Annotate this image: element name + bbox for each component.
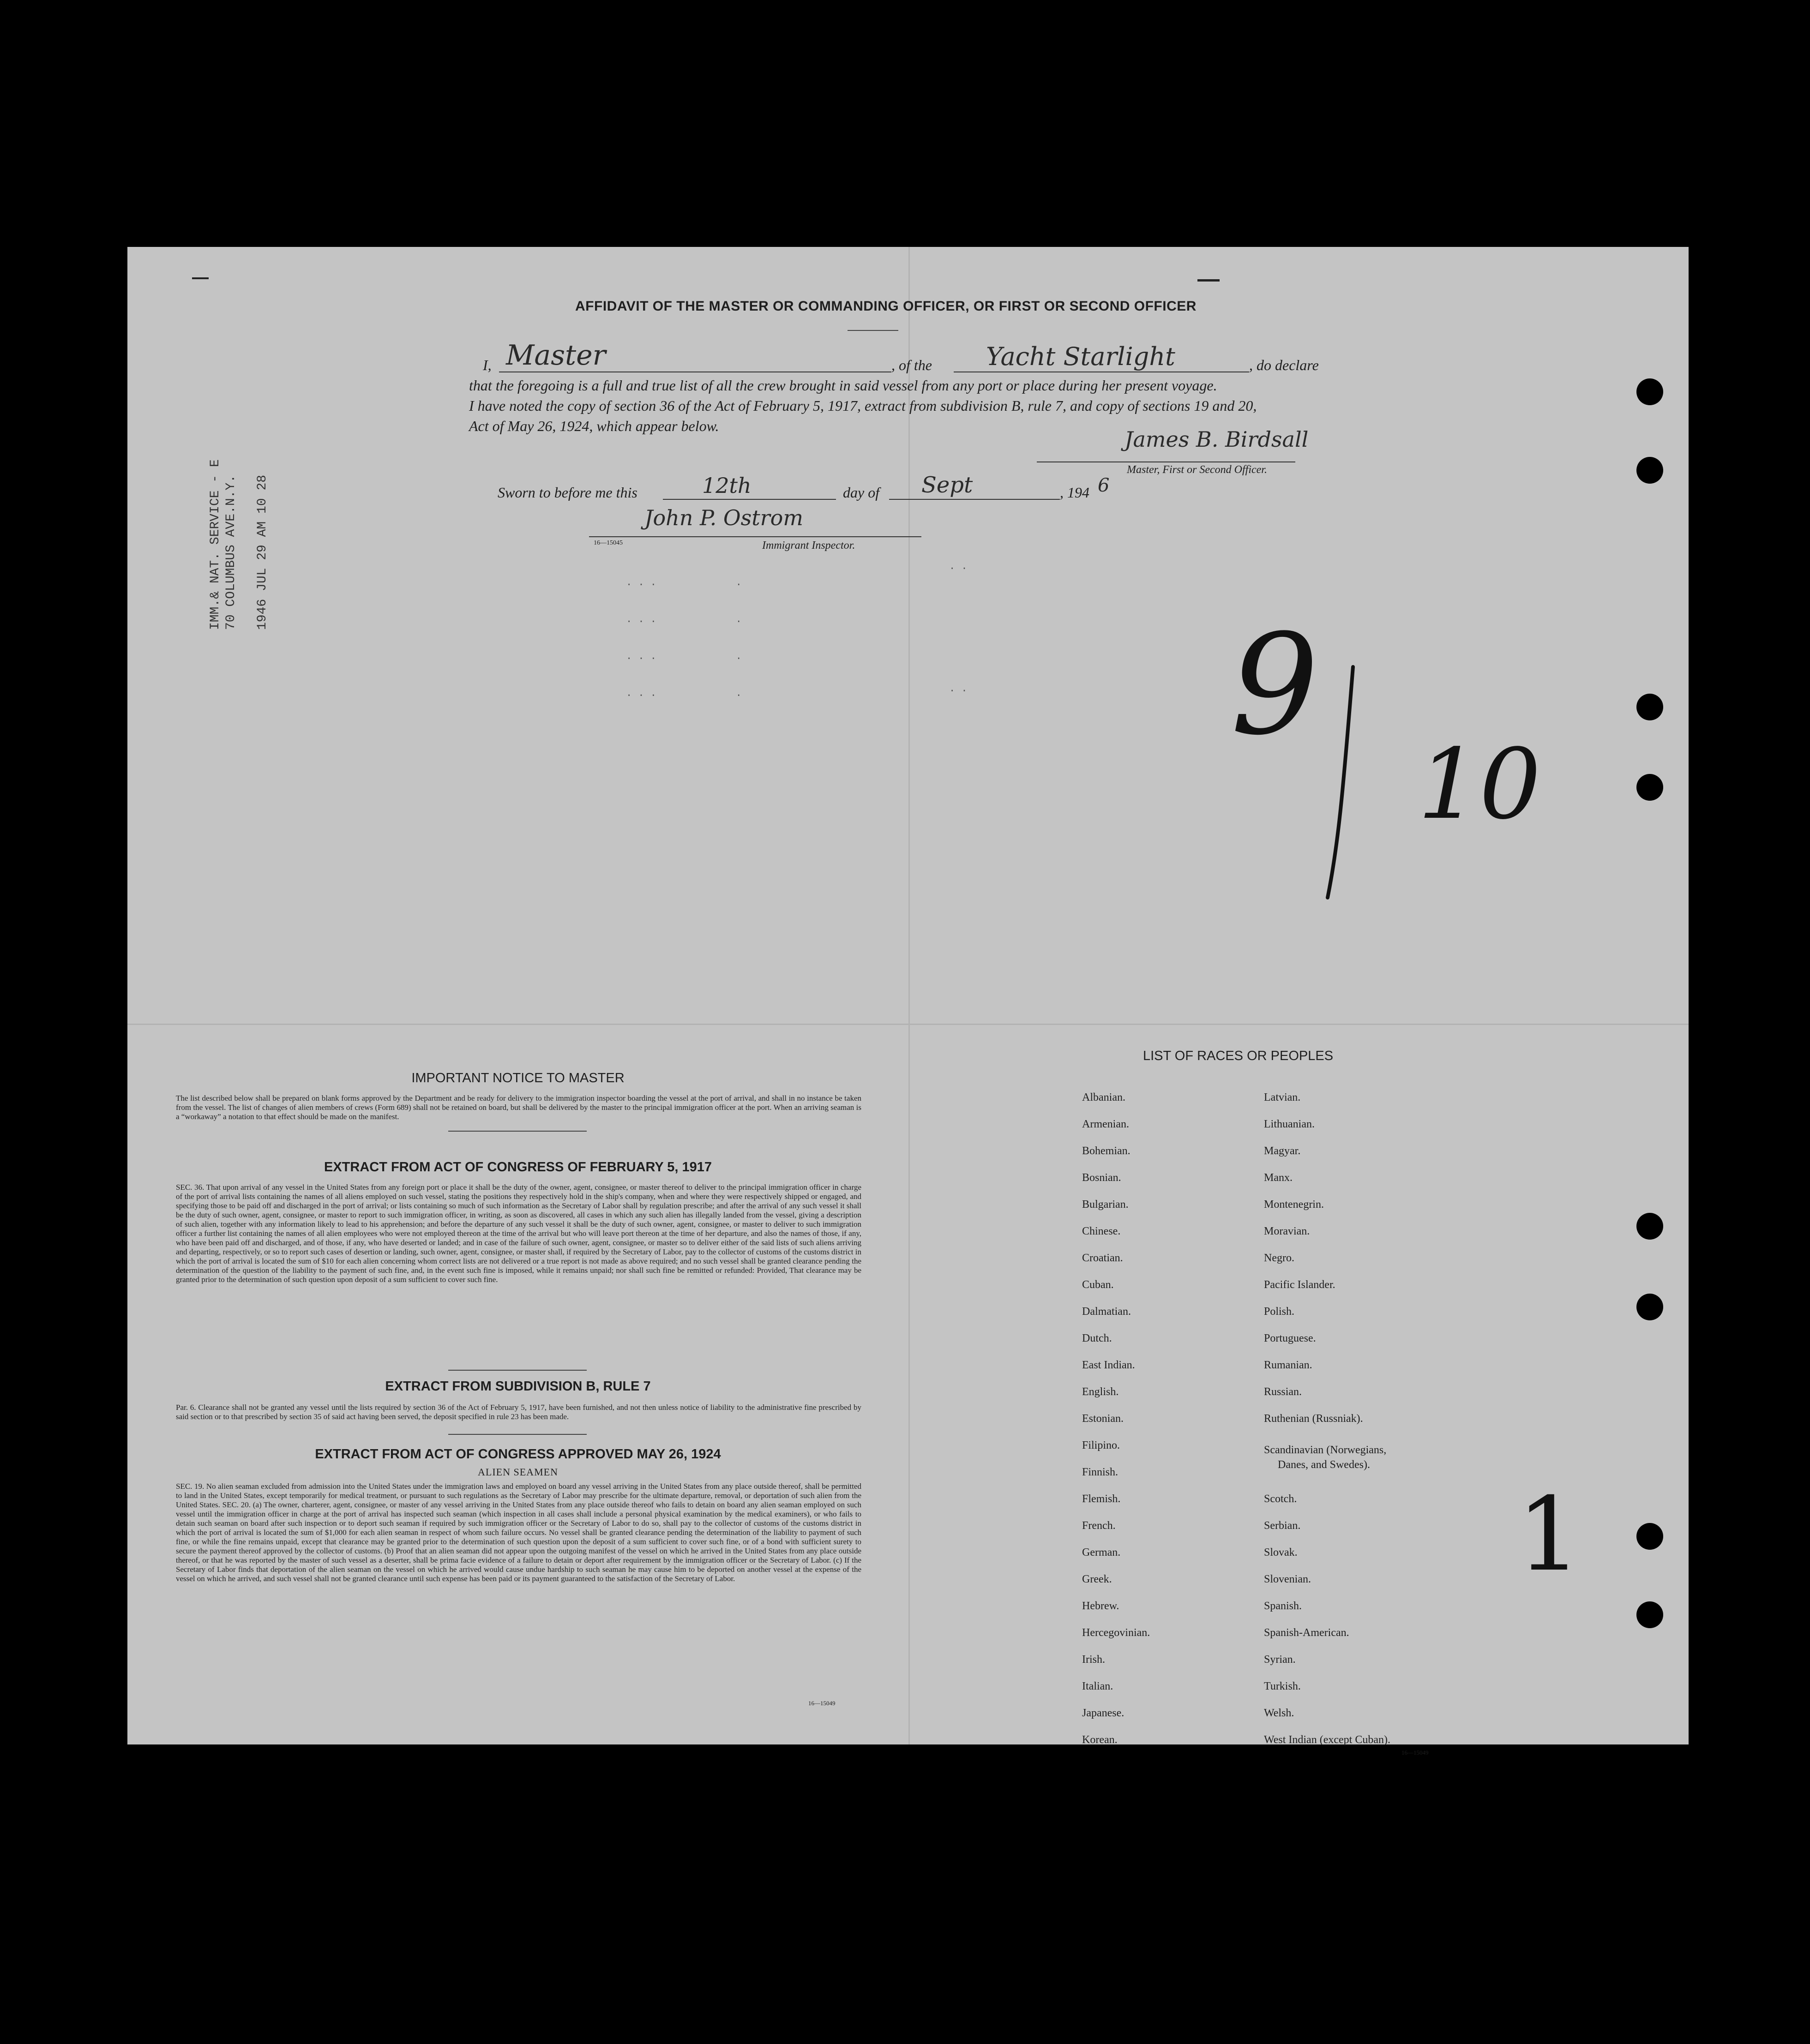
inspector-caption: Immigrant Inspector. xyxy=(762,539,855,551)
race-item: Dalmatian. xyxy=(1082,1306,1131,1318)
race-item: Italian. xyxy=(1082,1680,1113,1692)
extract-b7-title: EXTRACT FROM SUBDIVISION B, RULE 7 xyxy=(385,1379,651,1394)
leader-dots: . . . . xyxy=(626,651,742,662)
race-item: Russian. xyxy=(1264,1386,1302,1398)
punch-hole xyxy=(1636,1523,1663,1550)
horizontal-fold xyxy=(127,1024,1689,1025)
divider-rule xyxy=(448,1434,587,1435)
race-item: Finnish. xyxy=(1082,1466,1118,1478)
punch-hole xyxy=(1636,694,1663,720)
race-item: Hercegovinian. xyxy=(1082,1627,1150,1639)
race-item: Rumanian. xyxy=(1264,1359,1312,1371)
affidavit-form-number: 16—15045 xyxy=(594,539,623,546)
page-mark-handwritten: 1 xyxy=(1517,1475,1581,1594)
race-item: Slovak. xyxy=(1264,1546,1298,1558)
race-item: Serbian. xyxy=(1264,1520,1301,1532)
race-item: Syrian. xyxy=(1264,1654,1296,1666)
extract-1917-body: SEC. 36. That upon arrival of any vessel in the United States from any foreign port or place it shall be the duty of the owner, agent, consignee, or master thereof to deliver to the principal immigration officer in charge of the port of arrival lists containing the names of all aliens employed on such vessel, stating the positions they respectively hold in the ship's company, when and where they were respectively shipped or engaged, and specifying those to be paid off and discharged in the port of arrival; or lists containing so much of such information as the Secretary of Labor shall by regulation prescribe; and after the arrival of any such vessel it shall be the duty of such owner, agent, consignee, or master to report to such immigration officer, in writing, as soon as discovered, all cases in which any such alien has illegally landed from the vessel, giving a description of such alien, together with any information likely to lead to his apprehension; and before the departure of any such vessel it shall be the duty of such owner, agent, consignee, or master to deliver to such immigration officer a further list containing the names of all alien employees who were not employed thereon at the time of the arrival but who will leave port thereon at the time of her departure, and also the names of those, if any, who have been paid off and discharged, and of those, if any, who have deserted or landed; and in case of the failure of such owner, agent, consignee, or master so to deliver either of the said lists of such aliens arriving and departing, respectively, or so to report such cases of desertion or landing, such owner, agent, consignee, or master shall, if required by the Secretary of Labor, pay to the collector of customs of the customs district in which the port of arrival is located the sum of $10 for each alien concerning whom correct lists are not delivered or a true report is not made as above required; and no such vessel shall be granted clearance pending the determination of the question of the liability to the payment of such fine, and, in the event such fine is imposed, while it remains unpaid; nor shall such fine be remitted or refunded: Provided, That clearance may be granted prior to the determination of such question upon deposit of a sum sufficient to cover such fine. xyxy=(176,1183,861,1284)
punch-hole xyxy=(1636,1601,1663,1628)
race-item: Japanese. xyxy=(1082,1707,1124,1719)
month-handwritten: Sept xyxy=(921,472,973,498)
race-item: Montenegrin. xyxy=(1264,1199,1324,1211)
affidavit-line-4: Act of May 26, 1924, which appear below. xyxy=(469,418,719,434)
race-item: Greek. xyxy=(1082,1573,1112,1585)
race-item: Negro. xyxy=(1264,1252,1294,1264)
race-item: Spanish. xyxy=(1264,1600,1302,1612)
divider-rule xyxy=(448,1131,587,1132)
race-item: Spanish-American. xyxy=(1264,1627,1349,1639)
year-printed: , 194 xyxy=(1060,484,1089,501)
fraction-numerator-handwritten: 9 xyxy=(1231,605,1319,766)
punch-hole xyxy=(1636,1213,1663,1240)
race-item: East Indian. xyxy=(1082,1359,1135,1371)
race-item: Bosnian. xyxy=(1082,1172,1121,1184)
fraction-slash xyxy=(1309,662,1365,902)
race-item: English. xyxy=(1082,1386,1119,1398)
day-line xyxy=(663,499,836,500)
affidavit-line-2: that the foregoing is a full and true list of all the crew brought in said vessel from any port or place during her present voyage. xyxy=(469,377,1217,394)
race-item: Latvian. xyxy=(1264,1091,1301,1103)
race-item: Moravian. xyxy=(1264,1225,1310,1237)
receipt-stamp xyxy=(208,459,271,630)
stamp-line-3: 1946 JUL 29 AM 10 28 xyxy=(255,474,270,630)
race-item: Pacific Islander. xyxy=(1264,1279,1335,1291)
month-line xyxy=(889,499,1060,500)
extract-1924-subtitle: ALIEN SEAMEN xyxy=(478,1466,558,1478)
race-item: Armenian. xyxy=(1082,1118,1129,1130)
day-handwritten: 12th xyxy=(702,473,752,498)
divider-rule xyxy=(448,1370,587,1371)
punch-hole xyxy=(1636,457,1663,484)
stamp-line-2: 70 COLUMBUS AVE.N.Y. xyxy=(224,474,238,630)
punch-hole xyxy=(1636,378,1663,405)
master-name-handwritten: Master xyxy=(506,339,606,372)
race-item: Magyar. xyxy=(1264,1145,1301,1157)
stamp-line-1: IMM.& NAT. SERVICE - E xyxy=(208,459,222,630)
title-rule xyxy=(848,330,898,331)
vertical-fold xyxy=(908,247,910,1744)
race-item: Estonian. xyxy=(1082,1413,1124,1425)
races-title: LIST OF RACES OR PEOPLES xyxy=(1143,1049,1334,1063)
notice-body: The list described below shall be prepared on blank forms approved by the Department and be ready for delivery to the immigration inspector boarding the vessel at the port of arrival, and shall in no instance be taken from the vessel. The list of changes of alien members of crews (Form 689) shall not be retained on board, but shall be delivered by the master to the principal immigration officer at the port. When an arriving seaman is a “workaway” a notation to that effect should be made on the manifest. xyxy=(176,1094,861,1121)
race-item: Albanian. xyxy=(1082,1091,1125,1103)
sworn-label: Sworn to before me this xyxy=(498,484,637,501)
race-item: Scandinavian (Norwegians, xyxy=(1264,1444,1387,1456)
race-item: Manx. xyxy=(1264,1172,1293,1184)
day-of-label: day of xyxy=(843,484,880,501)
races-form-number: 16—15049 xyxy=(1401,1749,1429,1756)
extract-1924-form-number: 16—15049 xyxy=(808,1700,836,1707)
punch-hole xyxy=(1636,1294,1663,1320)
signature-caption: Master, First or Second Officer. xyxy=(1127,464,1267,476)
corner-mark-right xyxy=(1197,279,1220,282)
extract-1924-body: SEC. 19. No alien seaman excluded from admission into the United States under the immigration laws and employed on board any vessel arriving in the United States from any place outside thereof, shall be permitted to land in the United States, except temporarily for medical treatment, or pursuant to such regulations as the Secretary of Labor may prescribe for the ultimate departure, removal, or deportation of such alien from the United States. SEC. 20. (a) The owner, charterer, agent, consignee, or master of any vessel arriving in the United States from any place outside thereof who fails to detain on board any alien seaman employed on such vessel until the immigration officer in charge at the port of arrival has inspected such seaman (which inspection in all cases shall include a personal physical examination by the medical examiners), or who fails to detain such seaman on board after such inspection or to deport such seaman if required by such immigration officer or the Secretary of Labor to do so, shall pay to the collector of customs of the customs district in which the port of arrival is located the sum of $1,000 for each alien seaman in respect of whom such failure occurs. No vessel shall be granted clearance pending the determination of the liability to payment of such fine, or while the fine remains unpaid, except that clearance may be granted prior to the determination of such question upon the deposit of a sum sufficient to cover such fine, or of a bond with sufficient surety to secure the payment thereof approved by the collector of customs. (b) Proof that an alien seaman did not appear upon the outgoing manifest of the vessel on which he arrived in the United States from any place outside thereof, or that he was reported by the master of such vessel as a deserter, shall be prima facie evidence of a failure to detain or deport after requirement by the immigration officer or the Secretary of Labor. (c) If the Secretary of Labor finds that deportation of the alien seaman on the vessel on which he arrived would cause undue hardship to such seaman he may cause him to be deported on another vessel at the expense of the vessel on which he arrived, and such vessel shall not be granted clearance until such expense has been paid or its payment guaranteed to the satisfaction of the Secretary of Labor. xyxy=(176,1482,861,1583)
leader-dots: . . . . xyxy=(626,577,742,588)
race-item: Welsh. xyxy=(1264,1707,1294,1719)
master-signature: James B. Birdsall xyxy=(1124,427,1309,452)
race-item: Irish. xyxy=(1082,1654,1105,1666)
race-item: Turkish. xyxy=(1264,1680,1301,1692)
extract-b7-body: Par. 6. Clearance shall not be granted any vessel until the lists required by section 36 of the Act of February 5, 1917, have been furnished, and not then unless notice of liability to the administrative fine prescribed by said section or to that prescribed by section 35 of said act having been served, the deposit specified in rule 23 has been made. xyxy=(176,1403,861,1421)
race-item: French. xyxy=(1082,1520,1116,1532)
race-item: Dutch. xyxy=(1082,1332,1112,1344)
corner-mark-left xyxy=(192,277,209,279)
race-item: Korean. xyxy=(1082,1734,1118,1746)
race-item: Polish. xyxy=(1264,1306,1295,1318)
race-item: Slovenian. xyxy=(1264,1573,1311,1585)
extract-1917-title: EXTRACT FROM ACT OF CONGRESS OF FEBRUARY 5, 1917 xyxy=(324,1160,712,1175)
race-item: Chinese. xyxy=(1082,1225,1121,1237)
notice-title: IMPORTANT NOTICE TO MASTER xyxy=(411,1071,625,1085)
year-handwritten: 6 xyxy=(1098,475,1110,496)
punch-hole xyxy=(1636,774,1663,801)
race-item: Ruthenian (Russniak). xyxy=(1264,1413,1363,1425)
race-item: Cuban. xyxy=(1082,1279,1114,1291)
race-item: Scotch. xyxy=(1264,1493,1297,1505)
race-item: West Indian (except Cuban). xyxy=(1264,1734,1390,1746)
document-sheet xyxy=(127,247,1689,1756)
inspector-line xyxy=(589,536,921,537)
race-item: Portuguese. xyxy=(1264,1332,1316,1344)
leader-dots: . . xyxy=(949,683,968,695)
affidavit-title: AFFIDAVIT OF THE MASTER OR COMMANDING OFFICER, OR FIRST OR SECOND OFFICER xyxy=(575,299,1197,314)
inspector-signature: John P. Ostrom xyxy=(644,505,803,530)
race-item: Lithuanian. xyxy=(1264,1118,1315,1130)
race-item: Croatian. xyxy=(1082,1252,1123,1264)
affidavit-i-label: I, xyxy=(483,357,492,373)
do-declare-label: , do declare xyxy=(1249,357,1319,373)
leader-dots: . . . . xyxy=(626,614,742,625)
race-item: Bohemian. xyxy=(1082,1145,1130,1157)
race-item: Flemish. xyxy=(1082,1493,1121,1505)
leader-dots: . . xyxy=(949,561,968,572)
of-the-label: , of the xyxy=(891,357,932,373)
extract-1924-title: EXTRACT FROM ACT OF CONGRESS APPROVED MAY 26, 1924 xyxy=(315,1447,721,1462)
race-item: Danes, and Swedes). xyxy=(1278,1459,1370,1471)
race-item: Hebrew. xyxy=(1082,1600,1119,1612)
race-item: Bulgarian. xyxy=(1082,1199,1129,1211)
race-item: Filipino. xyxy=(1082,1439,1120,1451)
race-item: German. xyxy=(1082,1546,1121,1558)
affidavit-line-3: I have noted the copy of section 36 of the Act of February 5, 1917, extract from subdivision B, rule 7, and copy of sections 19 and 20, xyxy=(469,397,1257,414)
fraction-denominator-handwritten: 10 xyxy=(1418,728,1541,841)
leader-dots: . . . . xyxy=(626,688,742,699)
vessel-name-handwritten: Yacht Starlight xyxy=(986,342,1175,371)
